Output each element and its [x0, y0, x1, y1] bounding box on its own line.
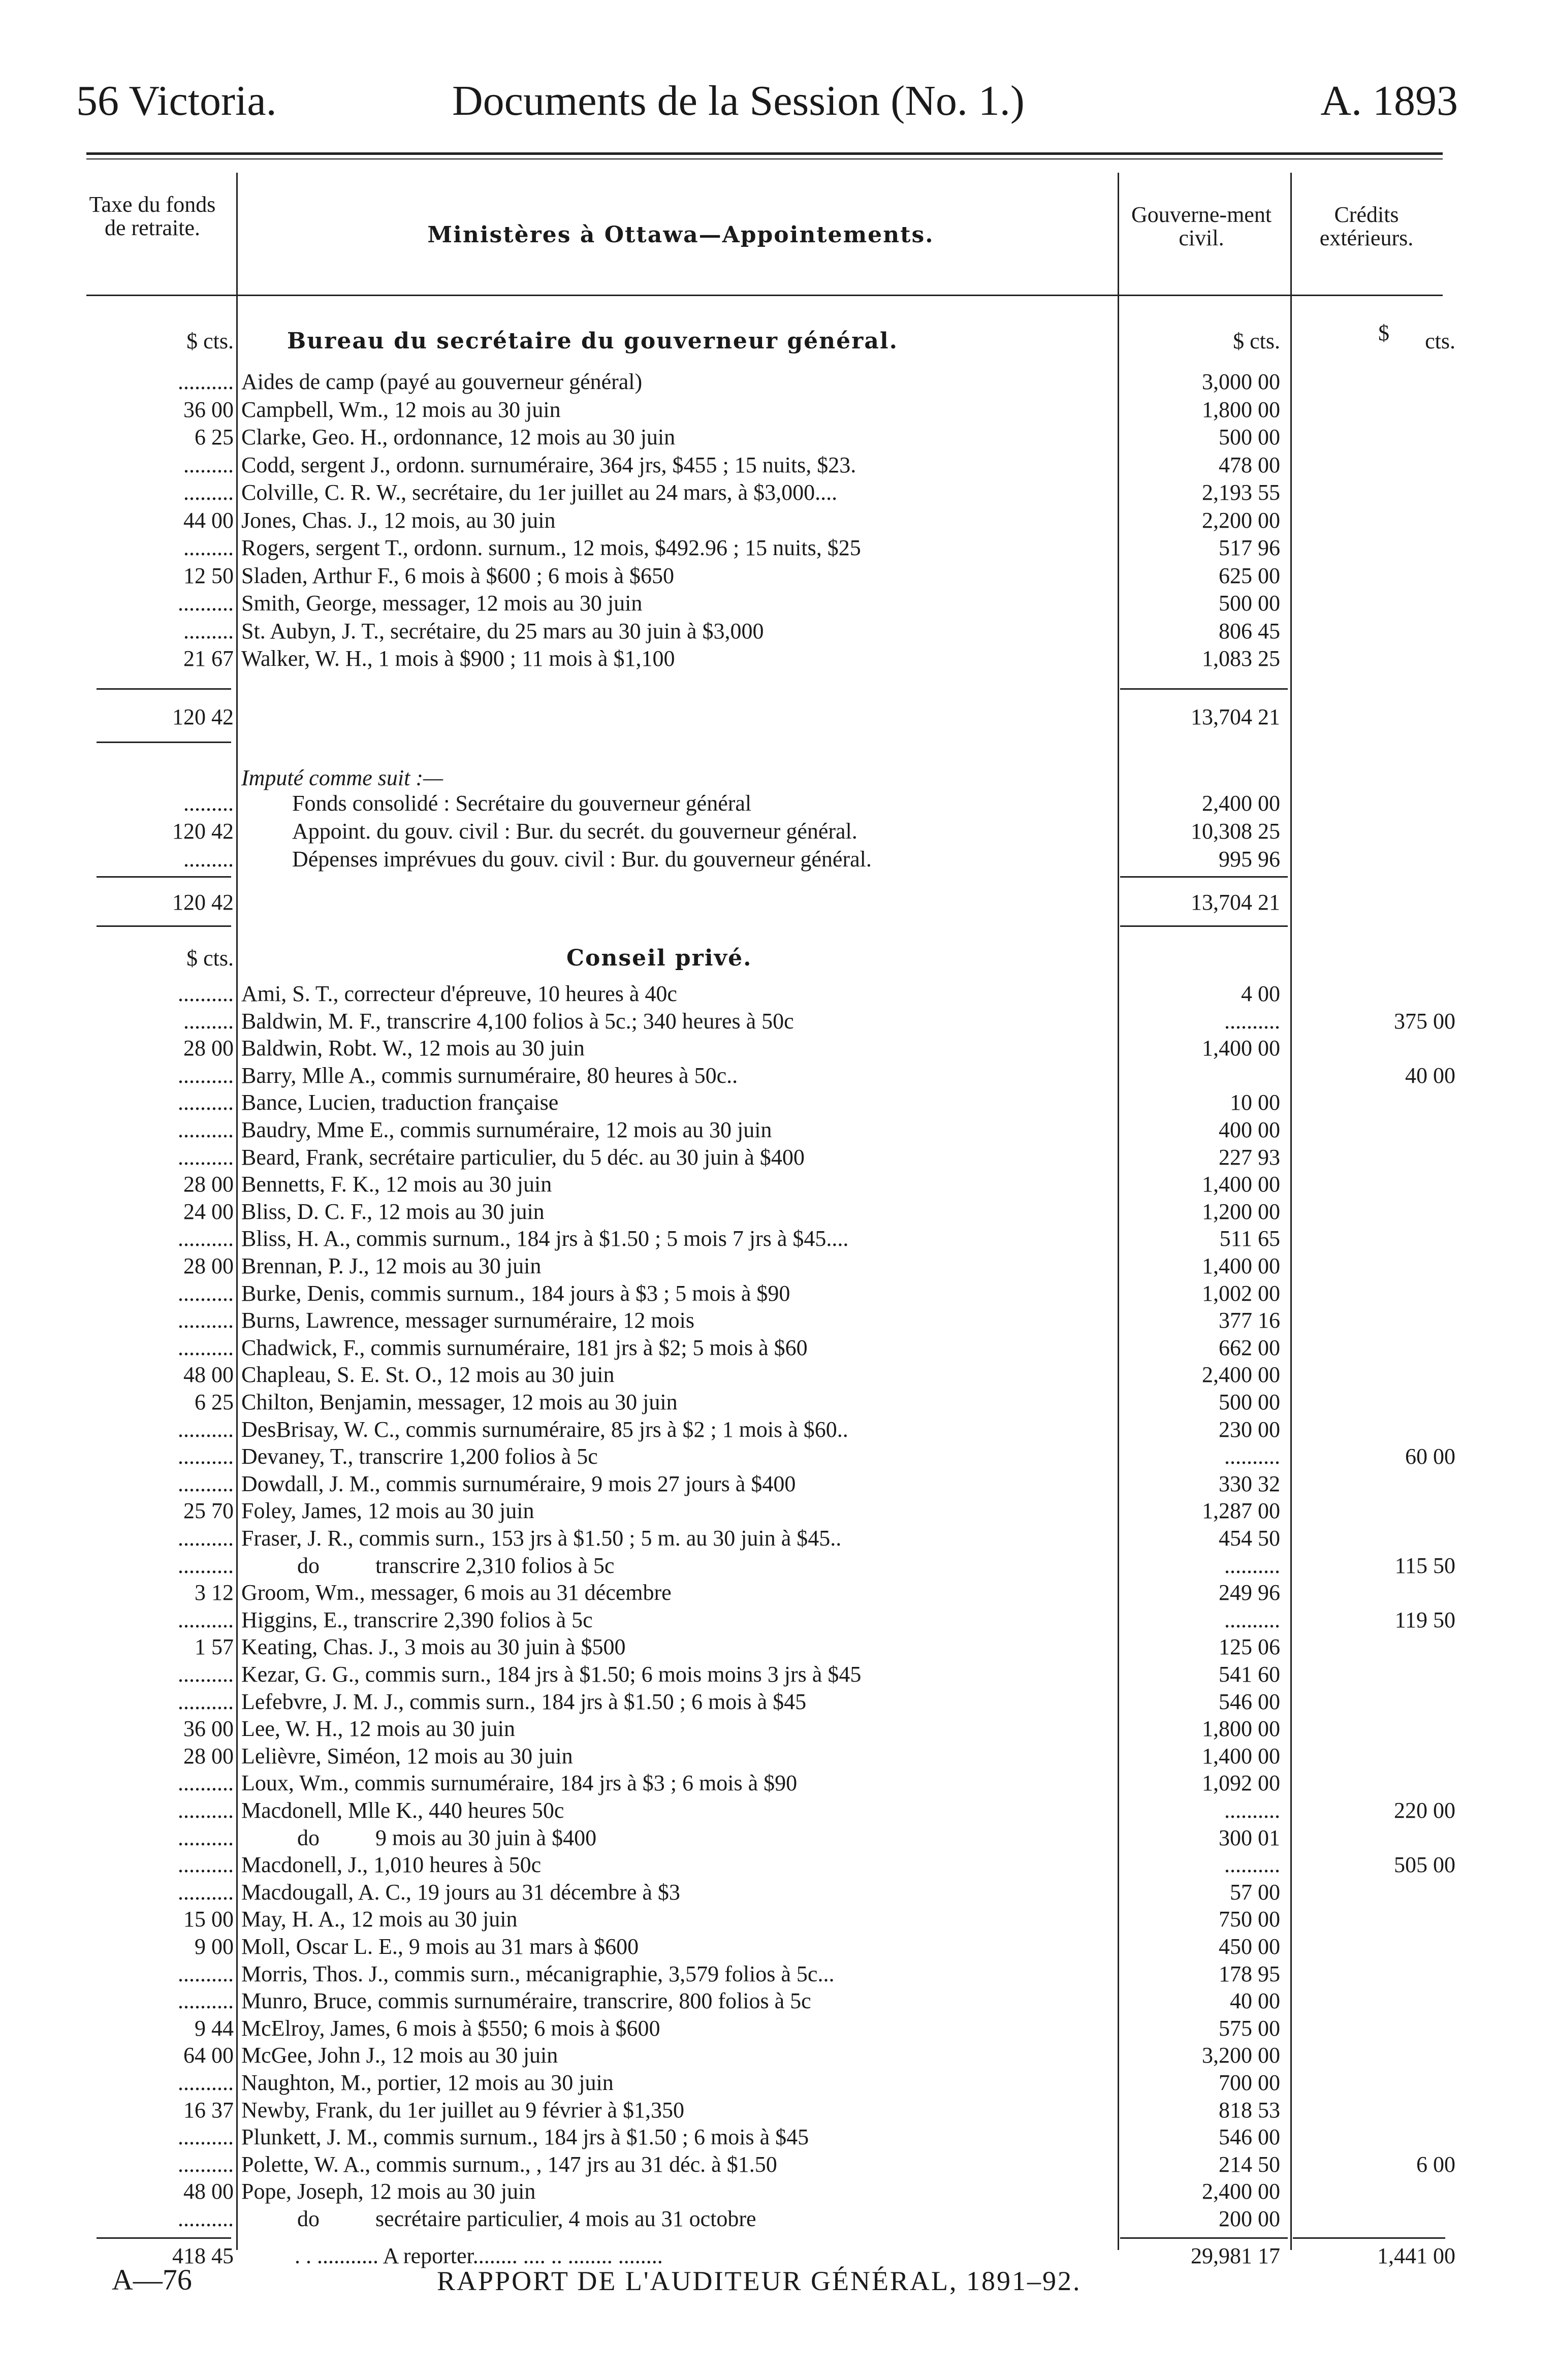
- tax-cell: ..........: [178, 2125, 234, 2150]
- description-cell: Bliss, D. C. F., 12 mois au 30 juin: [241, 1199, 545, 1224]
- report-ext-sum-rule: [1293, 2237, 1445, 2239]
- column-heading-rule: [86, 295, 1443, 296]
- page-header: [76, 76, 1458, 127]
- description-cell: Lee, W. H., 12 mois au 30 juin: [241, 1716, 515, 1742]
- table-row: [0, 980, 1557, 1008]
- table-row: [0, 618, 1557, 645]
- gov-amount-cell: 40 00: [1230, 1988, 1280, 2014]
- gov-amount-cell: 377 16: [1219, 1308, 1280, 1333]
- tax-cell: 28 00: [183, 1172, 234, 1197]
- table-row: [0, 1933, 1557, 1960]
- description-cell: Kezar, G. G., commis surn., 184 jrs à $1.50; 6 mois moins 3 jrs à $45: [241, 1662, 862, 1687]
- tax-column-heading: Taxe du fonds de retraite.: [89, 192, 216, 240]
- gov-amount-cell: 1,400 00: [1202, 1172, 1280, 1197]
- table-row: [0, 1198, 1557, 1226]
- tax-cell: ..........: [178, 1879, 234, 1905]
- table-row: [0, 1225, 1557, 1252]
- year: A. 1893: [1320, 77, 1458, 124]
- gov-amount-cell: 517 96: [1219, 535, 1280, 560]
- ext-amount-cell: 40 00: [1405, 1063, 1455, 1088]
- gov-amount-cell: 3,000 00: [1202, 369, 1280, 394]
- description-cell: Sladen, Arthur F., 6 mois à $600 ; 6 mois à $650: [241, 563, 675, 588]
- ext-amount-cell: 115 50: [1394, 1553, 1455, 1578]
- table-row: [0, 1497, 1557, 1525]
- description-cell: Chadwick, F., commis surnuméraire, 181 jrs à $2; 5 mois à $60: [241, 1335, 808, 1360]
- table-row: [0, 1035, 1557, 1062]
- gov-amount-cell: ..........: [1224, 1798, 1280, 1823]
- tax-cell: .........: [183, 480, 234, 505]
- tax-cell: 25 70: [183, 1498, 234, 1524]
- tax-cell: ..........: [178, 1771, 234, 1796]
- description-cell: Smith, George, messager, 12 mois au 30 juin: [241, 591, 643, 616]
- tax-cell: ..........: [178, 1226, 234, 1251]
- ext-cts-label: cts.: [1425, 329, 1455, 353]
- gov-amount-cell: 400 00: [1219, 1117, 1280, 1142]
- description-cell: St. Aubyn, J. T., secrétaire, du 25 mars au 30 juin à $3,000: [241, 618, 764, 644]
- tax-cell: 36 00: [183, 397, 234, 422]
- table-row: [0, 368, 1557, 396]
- gov-amount-cell: 1,400 00: [1202, 1036, 1280, 1061]
- tax-cts-label: $ cts.: [186, 329, 234, 353]
- table-row: [0, 846, 1557, 873]
- description-cell: Barry, Mlle A., commis surnuméraire, 80 heures à 50c..: [241, 1063, 738, 1088]
- description-cell: Dowdall, J. M., commis surnuméraire, 9 mois 27 jours à $400: [241, 1471, 796, 1496]
- description-cell: Dépenses imprévues du gouv. civil : Bur. du gouverneur général.: [292, 847, 872, 872]
- ext-amount-cell: 220 00: [1394, 1798, 1455, 1823]
- page-number: A—76: [112, 2263, 192, 2296]
- table-row: [0, 1661, 1557, 1688]
- description-cell: Brennan, P. J., 12 mois au 30 juin: [241, 1253, 542, 1278]
- gov-amount-cell: 1,092 00: [1202, 1771, 1280, 1796]
- conseil-cts-label: $ cts.: [186, 946, 234, 971]
- gov-amount-cell: 330 32: [1219, 1471, 1280, 1496]
- table-row: [0, 1443, 1557, 1470]
- description-cell: Foley, James, 12 mois au 30 juin: [241, 1498, 534, 1524]
- impute-total-row: [0, 889, 1557, 916]
- gov-amount-cell: 511 65: [1219, 1226, 1280, 1251]
- impute-total-tax: 120 42: [172, 890, 234, 915]
- description-cell: Appoint. du gouv. civil : Bur. du secrét. du gouverneur général.: [292, 819, 857, 844]
- tax-cell: 9 00: [195, 1934, 234, 1959]
- table-row: [0, 1116, 1557, 1144]
- gov-amount-cell: 818 53: [1219, 2097, 1280, 2122]
- tax-cell: ..........: [178, 591, 234, 616]
- table-row: [0, 2151, 1557, 2178]
- tax-cell: ..........: [178, 1798, 234, 1823]
- description-cell: Lefebvre, J. M. J., commis surn., 184 jrs à $1.50 ; 6 mois à $45: [241, 1689, 807, 1714]
- bureau-total-row: [0, 703, 1557, 731]
- description-cell: Baldwin, Robt. W., 12 mois au 30 juin: [241, 1036, 585, 1061]
- tax-cell: 16 37: [183, 2097, 234, 2122]
- description-cell: Polette, W. A., commis surnum., , 147 jrs au 31 déc. à $1.50: [241, 2151, 777, 2177]
- table-row: [0, 1770, 1557, 1797]
- description-cell: Moll, Oscar L. E., 9 mois au 31 mars à $600: [241, 1934, 639, 1959]
- gov-amount-cell: 450 00: [1219, 1934, 1280, 1959]
- table-row: [0, 1252, 1557, 1280]
- description-cell: Burke, Denis, commis surnum., 184 jours à $3 ; 5 mois à $90: [241, 1280, 790, 1306]
- description-cell: Rogers, sergent T., ordonn. surnum., 12 mois, $492.96 ; 15 nuits, $25: [241, 535, 861, 560]
- description-cell: Codd, sergent J., ordonn. surnuméraire, 364 jrs, $455 ; 15 nuits, $23.: [241, 452, 856, 477]
- table-row: [0, 590, 1557, 617]
- table-row: [0, 1743, 1557, 1770]
- gov-amount-cell: ..........: [1224, 1444, 1280, 1469]
- gov-amount-cell: 1,400 00: [1202, 1253, 1280, 1278]
- description-cell: Bliss, H. A., commis surnum., 184 jrs à $1.50 ; 5 mois 7 jrs à $45....: [241, 1226, 849, 1251]
- gov-amount-cell: 500 00: [1219, 591, 1280, 616]
- gov-amount-cell: 2,400 00: [1202, 791, 1280, 816]
- tax-cell: 36 00: [183, 1716, 234, 1742]
- tax-cell: ..........: [178, 1280, 234, 1306]
- gov-amount-cell: 2,400 00: [1202, 1362, 1280, 1388]
- gov-amount-cell: 57 00: [1230, 1879, 1280, 1905]
- gov-amount-cell: 575 00: [1219, 2015, 1280, 2041]
- description-cell: Chilton, Benjamin, messager, 12 mois au 30 juin: [241, 1390, 678, 1414]
- table-row: [0, 1416, 1557, 1443]
- description-cell: Loux, Wm., commis surnuméraire, 184 jrs à $3 ; 6 mois à $90: [241, 1771, 798, 1796]
- session-year: 56 Victoria.: [76, 77, 277, 124]
- description-cell: Jones, Chas. J., 12 mois, au 30 juin: [241, 507, 556, 533]
- table-row: [0, 1389, 1557, 1416]
- ext-amount-cell: 505 00: [1394, 1852, 1455, 1878]
- table-row: [0, 1606, 1557, 1634]
- gov-amount-cell: 700 00: [1219, 2070, 1280, 2095]
- bureau-total-tax: 120 42: [172, 704, 234, 729]
- gov-amount-cell: 178 95: [1219, 1961, 1280, 1986]
- description-cell: do 9 mois au 30 juin à $400: [241, 1825, 597, 1850]
- header-rule: [86, 152, 1443, 155]
- tax-cell: ..........: [178, 1444, 234, 1469]
- header-rule-thin: [86, 158, 1443, 159]
- description-cell: Ami, S. T., correcteur d'épreuve, 10 heures à 40c: [241, 981, 677, 1006]
- impute-tax-sum-rule: [97, 876, 231, 878]
- gov-amount-cell: 1,002 00: [1202, 1280, 1280, 1306]
- table-row: [0, 452, 1557, 479]
- gov-amount-cell: 995 96: [1219, 847, 1280, 872]
- description-cell: Higgins, E., transcrire 2,390 folios à 5c: [241, 1607, 593, 1632]
- description-cell: Macdonell, J., 1,010 heures à 50c: [241, 1852, 542, 1878]
- table-row: [0, 1879, 1557, 1906]
- gov-amount-cell: ..........: [1224, 1008, 1280, 1034]
- gov-amount-cell: 1,083 25: [1202, 646, 1280, 671]
- tax-cell: ..........: [178, 1308, 234, 1333]
- tax-cell: 48 00: [183, 1362, 234, 1388]
- description-cell: Clarke, Geo. H., ordonnance, 12 mois au 30 juin: [241, 425, 676, 449]
- tax-cell: .........: [183, 535, 234, 560]
- gov-amount-cell: 10,308 25: [1191, 819, 1280, 844]
- description-cell: Macdonell, Mlle K., 440 heures 50c: [241, 1798, 564, 1823]
- bureau-total-gov: 13,704 21: [1191, 704, 1280, 729]
- gov-amount-cell: ..........: [1224, 1607, 1280, 1632]
- tax-cell: ..........: [178, 1090, 234, 1115]
- table-row: [0, 507, 1557, 534]
- table-row: [0, 1062, 1557, 1089]
- table-row: [0, 1987, 1557, 2015]
- footer-title: RAPPORT DE L'AUDITEUR GÉNÉRAL, 1891–92.: [437, 2266, 1082, 2296]
- table-row: [0, 1797, 1557, 1824]
- tax-cell: ..........: [178, 1335, 234, 1360]
- table-row: [0, 1144, 1557, 1171]
- gov-amount-cell: 214 50: [1219, 2151, 1280, 2177]
- gov-amount-cell: 546 00: [1219, 1689, 1280, 1714]
- description-cell: do secrétaire particulier, 4 mois au 31 octobre: [241, 2206, 756, 2231]
- gov-cts-label: $ cts.: [1233, 329, 1280, 353]
- bureau-heading-row: [0, 320, 1557, 355]
- bureau-section-title: Bureau du secrétaire du gouverneur général.: [287, 328, 898, 354]
- table-row: [0, 1171, 1557, 1198]
- table-row: [0, 479, 1557, 506]
- gov-amount-cell: 249 96: [1219, 1580, 1280, 1605]
- description-cell: DesBrisay, W. C., commis surnuméraire, 85 jrs à $2 ; 1 mois à $60..: [241, 1417, 848, 1442]
- tax-cell: ..........: [178, 2070, 234, 2095]
- tax-cell: 21 67: [183, 646, 234, 671]
- tax-cell: 44 00: [183, 507, 234, 533]
- table-row: [0, 1579, 1557, 1606]
- gov-column-heading: Gouverne-ment civil.: [1131, 202, 1272, 250]
- table-row: [0, 818, 1557, 845]
- gov-amount-cell: 4 00: [1241, 981, 1280, 1006]
- gov-amount-cell: ..........: [1224, 1852, 1280, 1878]
- ministry-heading: Ministères à Ottawa—Appointements.: [427, 222, 934, 248]
- description-cell: Devaney, T., transcrire 1,200 folios à 5c: [241, 1444, 598, 1469]
- tax-cell: ..........: [178, 1417, 234, 1442]
- ext-amount-cell: 6 00: [1416, 2151, 1455, 2177]
- description-cell: Pope, Joseph, 12 mois au 30 juin: [241, 2179, 536, 2204]
- conseil-section-title: Conseil privé.: [566, 945, 752, 971]
- table-row: [0, 645, 1557, 672]
- tax-cell: ..........: [178, 369, 234, 394]
- gov-amount-cell: 546 00: [1219, 2125, 1280, 2150]
- tax-cell: ..........: [178, 1526, 234, 1551]
- tax-cell: 24 00: [183, 1199, 234, 1224]
- tax-cell: ..........: [178, 1961, 234, 1986]
- table-row: [0, 562, 1557, 590]
- table-row: [0, 2205, 1557, 2233]
- report-total-gov: 29,981 17: [1191, 2243, 1280, 2268]
- table-row: [0, 1470, 1557, 1498]
- gov-amount-cell: 300 01: [1219, 1825, 1280, 1850]
- tax-cell: 28 00: [183, 1036, 234, 1061]
- tax-cell: 12 50: [183, 563, 234, 588]
- ext-dollar-label: $: [1378, 320, 1389, 345]
- gov-amount-cell: 541 60: [1219, 1662, 1280, 1687]
- tax-cell: 9 44: [195, 2015, 234, 2041]
- table-row: [0, 1307, 1557, 1334]
- table-row: [0, 396, 1557, 424]
- table-row: [0, 534, 1557, 562]
- description-cell: McElroy, James, 6 mois à $550; 6 mois à $600: [241, 2015, 660, 2041]
- bureau-total-underline: [97, 742, 231, 743]
- gov-amount-cell: 10 00: [1230, 1090, 1280, 1115]
- impute-gov-sum-rule: [1120, 876, 1288, 878]
- gov-amount-cell: 500 00: [1219, 1390, 1280, 1414]
- ext-column-heading: Crédits extérieurs.: [1319, 202, 1414, 250]
- report-gov-sum-rule: [1120, 2237, 1288, 2239]
- gov-amount-cell: 454 50: [1219, 1526, 1280, 1551]
- gov-amount-cell: 1,800 00: [1202, 397, 1280, 422]
- table-row: [0, 1824, 1557, 1852]
- description-cell: Groom, Wm., messager, 6 mois au 31 décembre: [241, 1580, 672, 1605]
- tax-cell: 6 25: [195, 1390, 234, 1414]
- gov-amount-cell: 3,200 00: [1202, 2043, 1280, 2068]
- description-cell: Campbell, Wm., 12 mois au 30 juin: [241, 397, 561, 422]
- tax-cell: ..........: [178, 2206, 234, 2231]
- description-cell: Munro, Bruce, commis surnuméraire, transcrire, 800 folios à 5c: [241, 1988, 811, 2014]
- tax-cell: .........: [183, 791, 234, 816]
- description-cell: Bennetts, F. K., 12 mois au 30 juin: [241, 1172, 552, 1197]
- table-row: [0, 1851, 1557, 1879]
- bureau-gov-sum-rule: [1120, 688, 1288, 690]
- tax-cell: ..........: [178, 1471, 234, 1496]
- tax-cell: 3 12: [195, 1580, 234, 1605]
- description-cell: Plunkett, J. M., commis surnum., 184 jrs à $1.50 ; 6 mois à $45: [241, 2125, 809, 2150]
- gov-amount-cell: 227 93: [1219, 1144, 1280, 1170]
- ext-amount-cell: 60 00: [1405, 1444, 1455, 1469]
- table-row: [0, 1552, 1557, 1580]
- gov-amount-cell: 2,200 00: [1202, 507, 1280, 533]
- description-cell: Chapleau, S. E. St. O., 12 mois au 30 juin: [241, 1362, 615, 1388]
- gov-amount-cell: 230 00: [1219, 1417, 1280, 1442]
- table-row: [0, 1334, 1557, 1362]
- impute-total-gov: 13,704 21: [1191, 890, 1280, 915]
- tax-cell: ..........: [178, 1063, 234, 1088]
- description-cell: Fonds consolidé : Secrétaire du gouverneur général: [292, 791, 752, 816]
- table-row: [0, 1960, 1557, 1988]
- bureau-tax-sum-rule: [97, 688, 231, 690]
- gov-amount-cell: 625 00: [1219, 563, 1280, 588]
- gov-amount-cell: 478 00: [1219, 452, 1280, 477]
- tax-cell: ..........: [178, 981, 234, 1006]
- description-cell: Newby, Frank, du 1er juillet au 9 février à $1,350: [241, 2097, 685, 2122]
- ext-amount-cell: 375 00: [1394, 1008, 1455, 1034]
- description-cell: Fraser, J. R., commis surn., 153 jrs à $1.50 ; 5 m. au 30 juin à $45..: [241, 1526, 842, 1551]
- report-total-ext: 1,441 00: [1377, 2243, 1455, 2268]
- tax-cell: .........: [183, 847, 234, 872]
- report-label: . . ........... A reporter........ .... .. ........ ........: [295, 2243, 663, 2268]
- description-cell: Baudry, Mme E., commis surnuméraire, 12 mois au 30 juin: [241, 1117, 772, 1142]
- report-total-tax: 418 45: [172, 2243, 234, 2268]
- description-cell: Beard, Frank, secrétaire particulier, du 5 déc. au 30 juin à $400: [241, 1144, 805, 1170]
- table-row: [0, 1633, 1557, 1661]
- tax-cell: 6 25: [195, 425, 234, 449]
- table-row: [0, 2015, 1557, 2042]
- table-row: [0, 1715, 1557, 1743]
- gov-amount-cell: 125 06: [1219, 1634, 1280, 1660]
- tax-cell: 48 00: [183, 2179, 234, 2204]
- description-cell: Burns, Lawrence, messager surnuméraire, 12 mois: [241, 1308, 694, 1333]
- table-row: [0, 2042, 1557, 2069]
- tax-cell: ..........: [178, 1825, 234, 1850]
- tax-cell: 1 57: [195, 1634, 234, 1660]
- description-cell: Colville, C. R. W., secrétaire, du 1er juillet au 24 mars, à $3,000....: [241, 480, 838, 505]
- description-cell: Lelièvre, Siméon, 12 mois au 30 juin: [241, 1743, 573, 1768]
- table-row: [0, 1280, 1557, 1307]
- gov-amount-cell: ..........: [1224, 1553, 1280, 1578]
- ext-amount-cell: 119 50: [1394, 1607, 1455, 1632]
- gov-amount-cell: 1,287 00: [1202, 1498, 1280, 1524]
- gov-amount-cell: 500 00: [1219, 425, 1280, 449]
- tax-cell: ..........: [178, 1553, 234, 1578]
- tax-cell: ..........: [178, 1852, 234, 1878]
- tax-cell: ..........: [178, 2151, 234, 2177]
- description-cell: Bance, Lucien, traduction française: [241, 1090, 559, 1115]
- tax-cell: ..........: [178, 1988, 234, 2014]
- table-row: [0, 2178, 1557, 2205]
- tax-cell: 28 00: [183, 1253, 234, 1278]
- impute-total-underline: [97, 925, 231, 927]
- tax-cell: ..........: [178, 1607, 234, 1632]
- gov-amount-cell: 1,200 00: [1202, 1199, 1280, 1224]
- tax-cell: .........: [183, 452, 234, 477]
- description-cell: Baldwin, M. F., transcrire 4,100 folios à 5c.; 340 heures à 50c: [241, 1008, 794, 1034]
- table-row: [0, 1008, 1557, 1035]
- gov-amount-cell: 2,193 55: [1202, 480, 1280, 505]
- tax-cell: .........: [183, 618, 234, 644]
- gov-amount-cell: 1,800 00: [1202, 1716, 1280, 1742]
- table-row: [0, 790, 1557, 817]
- table-row: [0, 1525, 1557, 1552]
- gov-amount-cell: 200 00: [1219, 2206, 1280, 2231]
- table-row: [0, 1688, 1557, 1716]
- tax-cell: 28 00: [183, 1743, 234, 1768]
- table-row: [0, 2097, 1557, 2124]
- report-tax-sum-rule: [97, 2237, 231, 2239]
- conseil-heading-row: [0, 945, 1557, 972]
- description-cell: Morris, Thos. J., commis surn., mécanigraphie, 3,579 folios à 5c...: [241, 1961, 835, 1986]
- description-cell: McGee, John J., 12 mois au 30 juin: [241, 2043, 558, 2068]
- gov-amount-cell: 806 45: [1219, 618, 1280, 644]
- table-row: [0, 1361, 1557, 1389]
- table-row: [0, 2069, 1557, 2097]
- description-cell: Walker, W. H., 1 mois à $900 ; 11 mois à $1,100: [241, 646, 675, 671]
- tax-cell: 64 00: [183, 2043, 234, 2068]
- gov-amount-cell: 2,400 00: [1202, 2179, 1280, 2204]
- tax-cell: ..........: [178, 1662, 234, 1687]
- table-row: [0, 2124, 1557, 2151]
- impute-label: Imputé comme suit :—: [241, 765, 443, 790]
- impute-total-gov-underline: [1120, 925, 1288, 927]
- tax-cell: 15 00: [183, 1907, 234, 1932]
- description-cell: Naughton, M., portier, 12 mois au 30 juin: [241, 2070, 614, 2095]
- tax-cell: ..........: [178, 1689, 234, 1714]
- impute-label-row: [0, 764, 1557, 792]
- tax-cell: ..........: [178, 1117, 234, 1142]
- description-cell: Keating, Chas. J., 3 mois au 30 juin à $500: [241, 1634, 626, 1660]
- description-cell: Aides de camp (payé au gouverneur général): [241, 369, 643, 394]
- table-row: [0, 1906, 1557, 1933]
- gov-amount-cell: 1,400 00: [1202, 1743, 1280, 1768]
- gov-amount-cell: 662 00: [1219, 1335, 1280, 1360]
- description-cell: Macdougall, A. C., 19 jours au 31 décembre à $3: [241, 1879, 680, 1905]
- description-cell: do transcrire 2,310 folios à 5c: [241, 1553, 615, 1578]
- table-row: [0, 1089, 1557, 1116]
- tax-cell: ..........: [178, 1144, 234, 1170]
- tax-cell: .........: [183, 1008, 234, 1034]
- document-title: Documents de la Session (No. 1.): [452, 77, 1025, 124]
- tax-cell: 120 42: [172, 819, 234, 844]
- description-cell: May, H. A., 12 mois au 30 juin: [241, 1907, 518, 1932]
- table-row: [0, 424, 1557, 451]
- gov-amount-cell: 750 00: [1219, 1907, 1280, 1932]
